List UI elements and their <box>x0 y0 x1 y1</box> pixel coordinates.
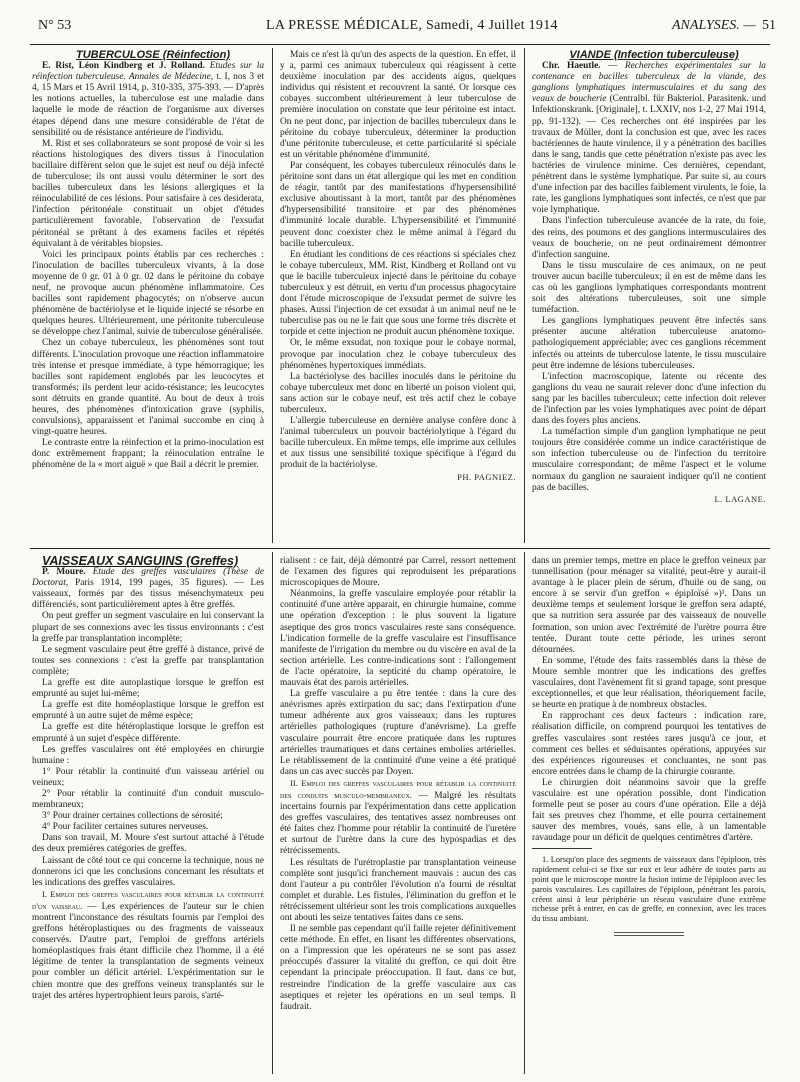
list-item: 2° Pour rétablir la continuité d'un conduit musculo-membraneux; <box>32 788 264 811</box>
paragraph: dans un premier temps, mettre en place le greffon veineux par tunnellisation (pour ménager sa vitalité, peut-être y aurait-il avantage à le placer plein de sérum, d'huile ou de sang, ou encore à se servir d'un greffon « épiploïsé »)¹. Dans un deuxième temps et seulement lorsque le greffon sera adapté, que sa nutrition sera assurée par des vaisseaux de nouvelle formation, son union avec l'extrémité de l'urètre pourra être tentée. Durant toute cette période, les urines seront détournées. <box>532 556 766 655</box>
paragraph: II. Emploi des greffes vasculaires pour rétablir la continuité des conduits musculo-membraneux. — Malgré les résultats incertains fournis par l'expérimentation dans cette application des greffes vasculaires, des tentatives assez nombreuses ont été faites chez l'homme pour rétablir la continuité de l'uretère et surtout de l'urètre dans la cure des hypospadias et des rétrécissements. <box>280 777 516 857</box>
paragraph: Dans l'infection tuberculeuse avancée de la rate, du foie, des reins, des poumons et des ganglions intermusculaires des veaux de boucherie, on ne peut ordinairement démontrer d'infection sanguine. <box>532 216 766 260</box>
article-reference: Chr. Haeutle. — Recherches expérimentales sur la contenance en bacilles tuberculeux de la viande, des ganglions lymphatiques intermusculaires et du sang des veaux de boucherie (Centralbl. für Bakteriol. Parasitenk. und Infektionskrank. [Originale], t. LXXIV, nos 1-2, 27 Mai 1914, pp. 91-132). — Ces recherches ont été inspirées par les travaux de Müller, dont la conclusion est que, avec les races bactériennes de haute virulence, il y a pénétration des bacilles dans le sang, tandis que cette pénétration n'existe pas avec les bactéries de virulence minime. Ces dernières, cependant, pénètrent dans le système lymphatique. Par suite si, au cours d'une infection par des bacilles faiblement virulents, le foie, la rate, les ganglions lymphatiques sont infectés, ce n'est que par voie lymphatique. <box>532 61 766 216</box>
paragraph: Or, le même exsudat, non toxique pour le cobaye normal, provoque par inoculation chez le cobaye tuberculeux des phénomènes hypertoxiques immédiats. <box>280 338 516 371</box>
paragraph: La greffe vasculaire a pu être tentée : dans la cure des anévrismes après extirpation du sac; dans l'extirpation d'une tumeur adhérente aux gros vaisseaux; dans les ruptures artérielles pathologiques (rupture d'anévrisme). La greffe vasculaire pourrait être encore pratiquée dans les ruptures artérielles traumatiques et dans certaines embolies artérielles. Le rétablissement de la continuité d'une veine a été pratiqué dans un cas avec succès par Doyen. <box>280 689 516 777</box>
paragraph: Le contraste entre la réinfection et la primo-inoculation est donc extrêmement frappant; la réinoculation entraîne le phénomène de la « mort aiguë » que Bail a décrit le premier. <box>32 438 264 471</box>
paragraph: M. Rist et ses collaborateurs se sont proposé de voir si les réactions histologiques des divers tissus à l'inoculation bacillaire diffèrent selon que le sujet est neuf ou déjà infecté de tuberculose; ils ont aussi voulu déterminer le sort des bacilles tuberculeux dans les lésions allergiques et la réinoculabilité de ces lésions. Pour satisfaire à ces desiderata, l'infection péritonéale constituait un objet d'études particulièrement favorable, l'observation de l'exsudat péritonéal se prêtant à des examens faciles et répétés équivalant à de véritables biopsies. <box>32 138 264 249</box>
subsection-heading: II. Emploi des greffes vasculaires pour rétablir la continuité des conduits musculo-membraneux. <box>280 777 516 800</box>
paragraph: L'infection macroscopique, latente ou récente des ganglions du veau ne saurait relever donc d'une infection du sang par les bacilles tuberculeux; cette infection doit relever de l'infection par les voies lymphatiques avec point de départ dans des foyers plus anciens. <box>532 371 766 427</box>
article-tuberculose <box>32 50 264 544</box>
paragraph: La bactériolyse des bacilles inoculés dans le péritoine du cobaye tuberculeux met donc en liberté un poison violent qui, sans action sur le cobaye neuf, est très actif chez le cobaye tuberculeux. <box>280 371 516 415</box>
paragraph: Les ganglions lymphatiques peuvent être infectés sans présenter aucune altération tuberculeuse anatomo-pathologiquement appréciable; avec ces ganglions récemment infectés ou atteints de tuberculose latente, le tissu musculaire peut être indemne de lésions tuberculeuses. <box>532 316 766 371</box>
column-divider <box>272 552 273 1074</box>
author-signature: PH. PAGNIEZ. <box>457 471 516 482</box>
paragraph: I. Emploi des greffes vasculaires pour rétablir la continuité d'un vaisseau. — Les expériences de l'auteur sur le chien montrent l'inconstance des résultats fournis par l'emploi des greffons hétéroplastiques ou des fragments de vaisseaux conservés. D'autre part, l'emploi de greffons artériels homéoplastiques frais étant difficile chez l'homme, il a été légitime de tenter la transplantation de segments veineux pour combler un déficit artériel. L'expérimentation sur le chien montre que des greffons veineux transplantés sur le trajet des artères hypertrophient leurs parois, s'arté- <box>32 888 264 1001</box>
article-vaisseaux <box>32 556 264 1076</box>
paragraph: Dans le tissu musculaire de ces animaux, on ne peut trouver aucun bacille tuberculeux; il en est de même dans les cas où les ganglions lymphatiques correspondants montrent soit des altérations tuberculeuses, soit une simple tuméfaction. <box>532 260 766 316</box>
paragraph: L'allergie tuberculeuse en dernière analyse confère donc à l'animal tuberculeux un pouvoir bactériolytique à l'égard du bacille tuberculeux. En même temps, elle imprime aux cellules et aux tissus une sensibilité toxique spécifique à l'égard du produit de la bactériolyse. <box>280 416 516 471</box>
column-divider <box>272 48 273 543</box>
paragraph: La greffe est dite hétéroplastique lorsque le greffon est emprunté à un sujet d'espèce différente. <box>32 722 264 744</box>
end-ornament <box>614 932 684 936</box>
paragraph: En étudiant les conditions de ces réactions si spéciales chez le cobaye tuberculeux, MM. Rist, Kindberg et Rolland ont vu que le bacille tuberculeux injecté dans le péritoine du cobaye tuberculeux y est détruit, en vertu d'un processus phagocytaire dont l'étude microscopique de l'exsudat permet de suivre les phases. Aussi l'injection de cet exsudat à un animal neuf ne le tuberculise pas ou ne le fait que sous une forme très discrète et torpide et cette injection ne produit aucun phénomène toxique. <box>280 249 516 338</box>
header-rule <box>30 44 770 45</box>
column-divider <box>524 48 525 543</box>
article-vaisseaux-continued <box>280 556 516 1076</box>
paragraph: On peut greffer un segment vasculaire en lui conservant la plupart de ses connexions avec les tissus environnants : c'est la greffe par transplantation incomplète; <box>32 611 264 644</box>
article-vaisseaux-end <box>532 556 766 1076</box>
paragraph: Chez un cobaye tuberculeux, les phénomènes sont tout différents. L'inoculation provoque une réaction inflammatoire très intense et presque immédiate, à type hémorragique; les bacilles sont rapidement englobés par les leucocytes et transformés; ils perdent leur acido-résistance; les leucocytes sont détruits en grande quantité. Au bout de deux à trois heures, des phénomènes d'intoxication grave (syphilis, convulsions), apparaissent et l'animal succombe en cinq à vingt-quatre heures. <box>32 338 264 438</box>
section-title: VIANDE (Infection tuberculeuse) <box>569 50 739 61</box>
paragraph: Le segment vasculaire peut être greffé à distance, privé de toutes ses connexions : c'est la greffe par transplantation complète; <box>32 644 264 677</box>
paragraph: rialisent : ce fait, déjà démontré par Carrel, ressort nettement de l'examen des figures qui reproduisent les préparations microscopiques de Moure. <box>280 556 516 589</box>
section-title: VAISSEAUX SANGUINS (Greffes) <box>42 556 239 568</box>
list-item: 3° Pour drainer certaines collections de sérosité; <box>42 811 223 822</box>
paragraph: Il ne semble pas cependant qu'il faille rejeter définitivement cette méthode. En effet, en lisant les différentes observations, on a l'impression que les opérateurs ne se sont pas assez préoccupés d'assurer la vitalité du greffon, ce qui doit être cependant la principale préoccupation. Il faut. dans ce but, restreindre l'indication de la greffe vasculaire aux cas aseptiques et rejeter les opérations en un seul temps. Il faudrait. <box>280 924 516 1012</box>
journal-title: LA PRESSE MÉDICALE, Samedi, 4 Juillet 1914 <box>266 18 558 33</box>
article-tuberculose-continued <box>280 50 516 544</box>
footnote-rule <box>532 848 592 849</box>
paragraph: Laissant de côté tout ce qui concerne la technique, nous ne donnerons ici que les conclusions concernant les résultats et les indications des greffes vasculaires. <box>32 855 264 888</box>
page-number: 51 <box>762 18 776 33</box>
paragraph: La greffe est dite autoplastique lorsque le greffon est emprunté au sujet lui-même; <box>32 678 264 700</box>
paragraph: Les greffes vasculaires ont été employées en chirurgie humaine : <box>32 744 264 766</box>
section-rule <box>30 548 770 549</box>
paragraph: En rapprochant ces deux facteurs : indication rare, réalisation difficile, on comprend pourquoi les tentatives de greffes vasculaires sont restées rares jusqu'à ce jour, et comment ces belles et séduisantes opérations, appuyées sur des expériences rigoureuses et concluantes, ne sont pas encore entrées dans le champ de la chirurgie courante. <box>532 711 766 777</box>
list-item: 4° Pour faciliter certaines sutures nerveuses. <box>42 822 209 833</box>
author-signature: L. LAGANE. <box>714 493 766 504</box>
article-viande <box>532 50 766 544</box>
paragraph: En somme, l'étude des faits rassemblés dans la thèse de Moure semble montrer que les indications des greffes vasculaires, dont l'avènement fit si grand tapage, sont presque exceptionnelles, et que leur réalisation, théoriquement facile, se heurte en pratique à de nombreux obstacles. <box>532 655 766 711</box>
paragraph: La tuméfaction simple d'un ganglion lymphatique ne peut toujours être considérée comme un indice caractéristique de son infection tuberculeuse ou de l'infection du territoire musculaire correspondant; de même l'aspect et le volume normaux du ganglion ne sauraient indiquer qu'il ne contient pas de bacilles. <box>532 427 766 493</box>
page-header <box>30 16 776 42</box>
paragraph: Mais ce n'est là qu'un des aspects de la question. En effet, il y a, parmi ces animaux tuberculeux qui réagissent à cette deuxième inoculation par des accidents aigus, quelques individus qui résistent et recouvrent la santé. Or lorsque ces cobayes succombent ultérieurement à leur tuberculose de première inoculation on constate que leur péritoine est intact. On ne peut donc, par injection de bacilles tuberculeux dans le péritoine du cobaye tuberculeux, déterminer la production d'une péritonite tuberculeuse, et cette particularité si spéciale est un véritable phénomène d'immunité. <box>280 50 516 160</box>
article-reference: P. Moure. Étude des greffes vasculaires (Thèse de Doctorat, Paris 1914, 199 pages, 35 figures). — Les vaisseaux, formés par des tissus mésenchymateux peu différenciés, sont particulièrement aptes à être greffés. <box>32 567 264 611</box>
article-reference: E. Rist, Léon Kindberg et J. Rolland. Etudes sur la réinfection tuberculeuse. Annales de Médecine, t. I, nos 3 et 4, 15 Mars et 15 Avril 1914, p. 310-335, 375-393. — D'après les notions actuelles, la tuberculose est une maladie dans laquelle le mode de réaction de l'organisme aux diverses étapes dépend dans une mesure considérable de l'état de sensibilité ou de résistance antérieure de l'individu. <box>32 61 264 138</box>
footnote: 1. Lorsqu'on place des segments de vaisseaux dans l'épiploon, très rapidement celui-ci se fixe sur eux et leur adhère de toutes parts au point que le microscope montre la fusion intime de l'épiploon avec les parois vasculaires. Les capillaires de l'épiploon, pénétrant les parois, créent ainsi à leur périphérie un réseau vasculaire d'une extrême richesse prêt à entrer, en cas de greffe, en connexion, avec les traces du tissu ambiant. <box>532 855 766 924</box>
paragraph: Voici les principaux points établis par ces recherches : l'inoculation de bacilles tuberculeux vivants, à la dose moyenne de 0 gr. 01 à 0 gr. 02 dans le péritoine du cobaye neuf, ne provoque aucun phénomène inflammatoire. Ces bacilles sont rapidement phagocytés; on n'observe aucun phénomène de bactériolyse et le liquide injecté se résorbe en quelques heures. Ultérieurement, une péritonite tuberculeuse se développe chez l'animal, suivie de tuberculose généralisée. <box>32 249 264 338</box>
paragraph: Néanmoins, la greffe vasculaire employée pour rétablir la continuité d'une artère apparait, en chirurgie humaine, comme une opération d'exception : le plus souvent la ligature aseptique des gros troncs vasculaires reste sans conséquence. L'indication formelle de la greffe vasculaire est l'insuffisance manifeste de l'irrigation du membre ou du viscère en aval de la section artérielle. Les contre-indications sont : l'allongement de l'acte opératoire, la septicité du champ opératoire, le mauvais état des parois artérielles. <box>280 589 516 689</box>
paragraph: La greffe est dite homéoplastique lorsque le greffon est emprunté à un autre sujet de même espèce; <box>32 700 264 722</box>
paragraph: Les résultats de l'urétroplastie par transplantation veineuse complète sont jusqu'ici franchement mauvais : aucun des cas dont l'auteur a pu contrôler l'évolution n'a fourni de résultat complet et durable. Les fistules, l'élimination du greffon et le rétrécissement ultérieur sont les trois complications auxquelles ont abouti les seize tentatives faites dans ce sens. <box>280 857 516 923</box>
issue-number: N° 53 <box>38 18 72 33</box>
subsection-heading: I. Emploi des greffes vasculaires pour rétablir la continuité d'un vaisseau. <box>32 888 264 911</box>
paragraph: Dans son travail, M. Moure s'est surtout attaché à l'étude des deux premières catégories de greffes. <box>32 833 264 855</box>
paragraph: Le chirurgien doit néanmoins savoir que la greffe vasculaire est une opération possible, dont l'indication formelle peut se poser au cours d'une opération. Elle a déjà fait ses preuves chez l'homme, et elle pourra certainement sauver des membres, voués, sans elle, à un lamentable ravaudage pour un déficit de quelques centimètres d'artère. <box>532 777 766 844</box>
list-item: 1° Pour rétablir la continuité d'un vaisseau artériel ou veineux; <box>32 766 264 788</box>
section-label: ANALYSES. — <box>672 18 756 33</box>
section-title: TUBERCULOSE (Réinfection) <box>76 50 230 61</box>
paragraph: Par conséquent, les cobayes tuberculeux réinoculés dans le péritoine sont dans un état allergique qui les met en condition de réagir, tantôt par des manifestations d'hypersensibilité exclusive aboutissant à la mort, tantôt par des phénomènes d'hypersensibilité transitoire et par des phénomènes d'immunité locale durable. L'hypersensibilité et l'immunité peuvent donc coexister chez le même animal à l'égard du bacille tuberculeux. <box>280 160 516 249</box>
column-divider <box>524 552 525 1074</box>
